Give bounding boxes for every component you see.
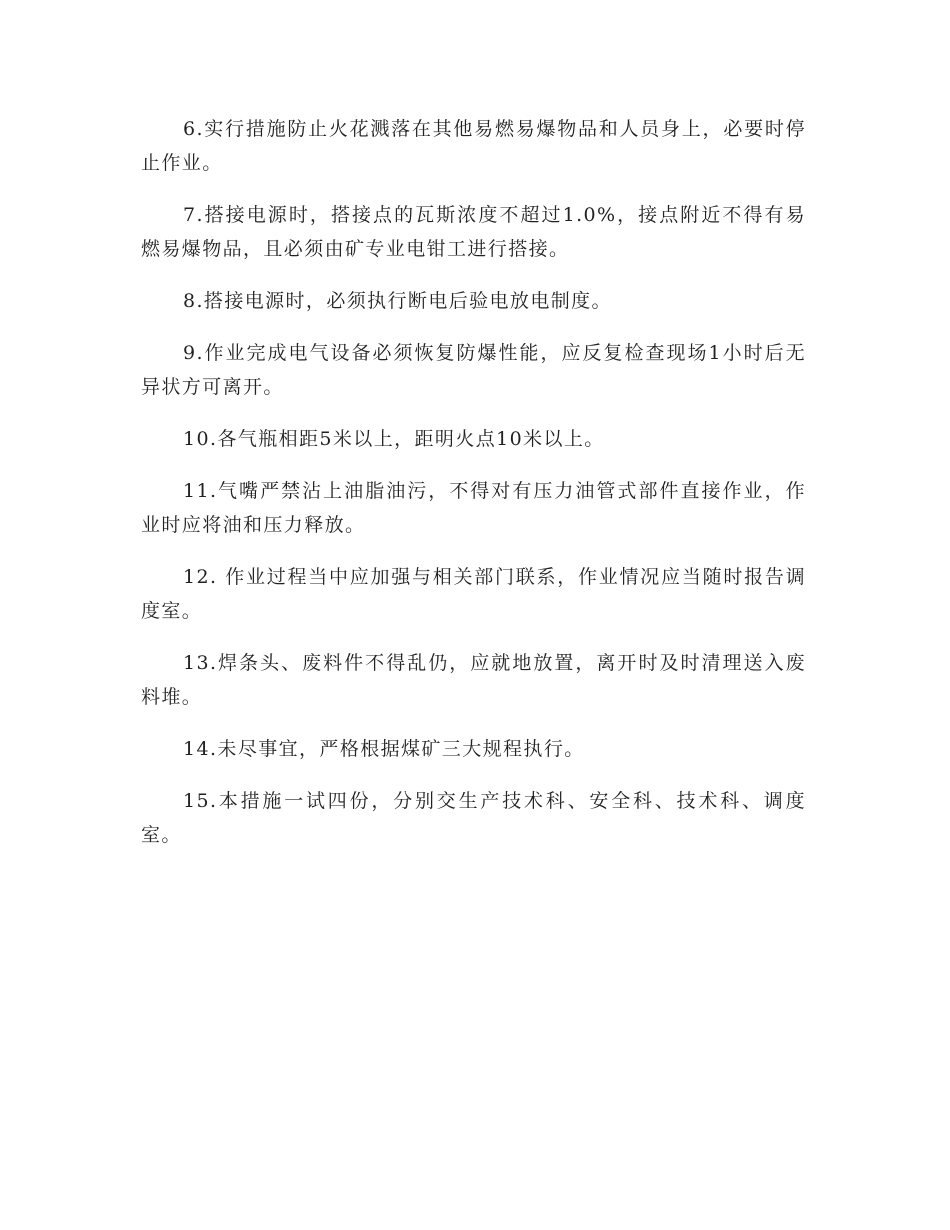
paragraph-item-14: 14.未尽事宜，严格根据煤矿三大规程执行。: [183, 738, 585, 760]
paragraph-item-11: 11.气嘴严禁沾上油脂油污，不得对有压力油管式部件直接作业，作业时应将油和压力释放。: [141, 480, 806, 536]
paragraph-item-13: 13.焊条头、废料件不得乱仍，应就地放置，离开时及时清理送入废料堆。: [141, 652, 806, 708]
paragraph-item-15: 15.本措施一试四份，分别交生产技术科、安全科、技术科、调度室。: [141, 790, 806, 846]
paragraph-item-10: 10.各气瓶相距5米以上，距明火点10米以上。: [183, 428, 605, 450]
paragraph-item-6: 6.实行措施防止火花溅落在其他易燃易爆物品和人员身上，必要时停止作业。: [141, 118, 806, 174]
paragraph-item-12: 12. 作业过程当中应加强与相关部门联系，作业情况应当随时报告调度室。: [141, 566, 806, 622]
paragraph-item-9: 9.作业完成电气设备必须恢复防爆性能，应反复检查现场1小时后无异状方可离开。: [141, 342, 806, 398]
paragraph-item-7: 7.搭接电源时，搭接点的瓦斯浓度不超过1.0%，接点附近不得有易燃易爆物品，且必须由矿专业电钳工进行搭接。: [141, 204, 806, 260]
document-body: [141, 112, 806, 870]
paragraph-item-8: 8.搭接电源时，必须执行断电后验电放电制度。: [183, 290, 612, 312]
